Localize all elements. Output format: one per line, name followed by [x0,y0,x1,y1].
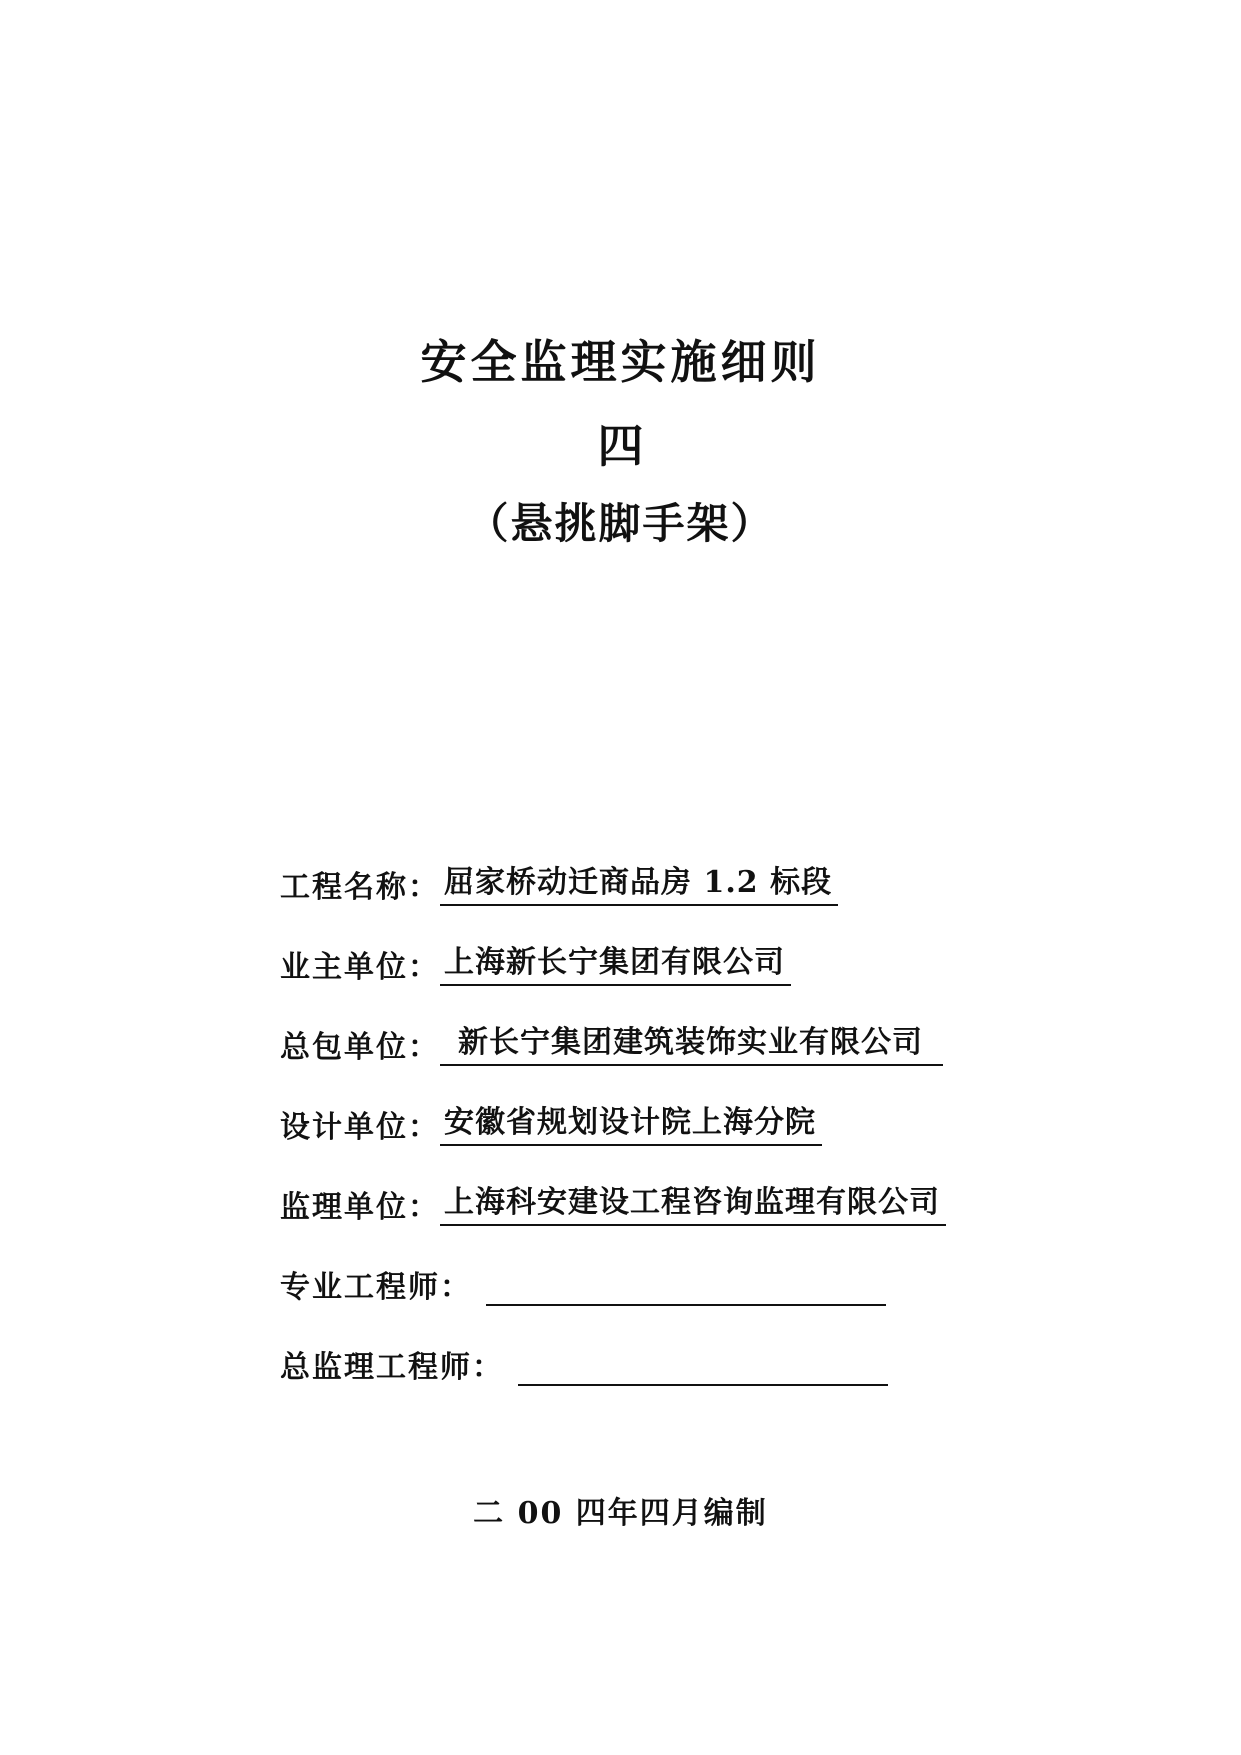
document-subtitle: （悬挑脚手架） [466,499,775,548]
specialist-engineer-signature-line[interactable] [486,1270,886,1306]
owner-row [280,942,791,986]
document-title: 安全监理实施细则 [420,335,821,389]
project-name-value: 屈家桥动迁商品房 1.2 标段 [440,864,838,906]
general-contractor-label: 总包单位： [280,1030,440,1065]
project-name-label: 工程名称： [280,870,440,905]
document-number: 四 [597,419,644,473]
chief-engineer-row [280,1342,888,1386]
project-name-row [280,862,838,906]
chief-engineer-label: 总监理工程师： [280,1350,504,1385]
owner-value: 上海新长宁集团有限公司 [440,944,791,986]
designer-label: 设计单位： [280,1110,440,1145]
designer-value: 安徽省规划设计院上海分院 [440,1104,822,1146]
specialist-engineer-label: 专业工程师： [280,1270,472,1305]
compile-date: 二 00 四年四月编制 [473,1496,768,1531]
supervisor-row [280,1182,946,1226]
supervisor-label: 监理单位： [280,1190,440,1225]
chief-engineer-signature-line[interactable] [518,1350,888,1386]
owner-label: 业主单位： [280,950,440,985]
general-contractor-row [280,1022,943,1066]
designer-row [280,1102,822,1146]
supervisor-value: 上海科安建设工程咨询监理有限公司 [440,1184,946,1226]
specialist-engineer-row [280,1262,886,1306]
general-contractor-value: 新长宁集团建筑装饰实业有限公司 [440,1024,943,1066]
